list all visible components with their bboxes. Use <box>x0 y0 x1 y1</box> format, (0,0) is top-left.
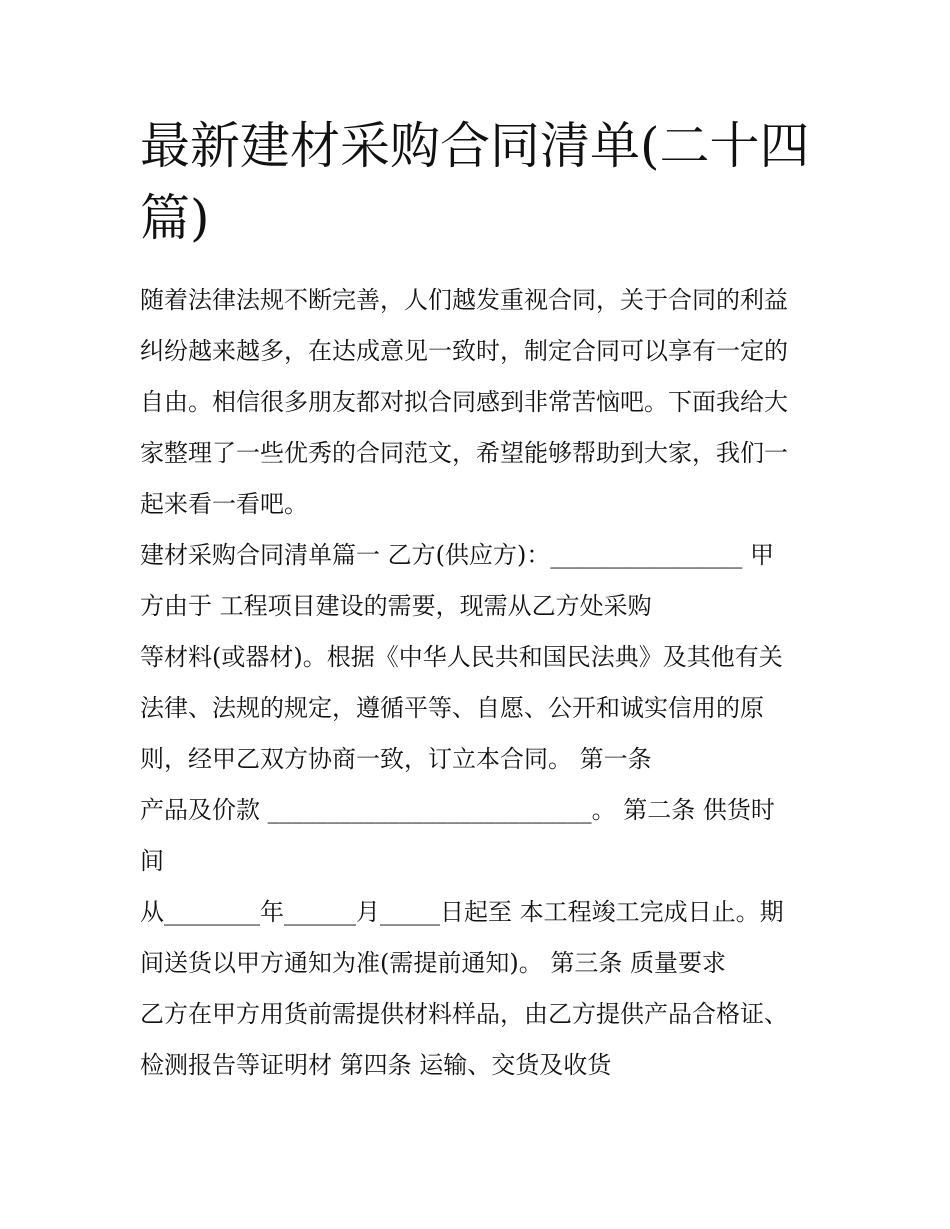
body-line: 方由于 工程项目建设的需要，现需从乙方处采购 <box>140 592 652 620</box>
body-line: 检测报告等证明材 第四条 运输、交货及收货 <box>140 1051 612 1079</box>
body-line: 等材料(或器材)。根据《中华人民共和国民法典》及其他有关 <box>140 643 783 671</box>
title-line-1: 最新建材采购合同清单(二十四 <box>140 117 810 175</box>
body-line: 法律、法规的规定，遵循平等、自愿、公开和诚实信用的原 <box>140 694 764 722</box>
body-line: 建材采购合同清单篇一 乙方(供应方)：________________ 甲 <box>140 541 774 569</box>
body-line: 间 <box>140 847 164 875</box>
body-line: 乙方在甲方用货前需提供材料样品，由乙方提供产品合格证、 <box>140 1000 788 1028</box>
body-line: 从________年______月_____日起至 本工程竣工完成日止。期 <box>140 898 784 926</box>
document-title <box>140 110 820 254</box>
body-line: 起来看一看吧。 <box>140 490 308 518</box>
body-line: 家整理了一些优秀的合同范文，希望能够帮助到大家，我们一 <box>140 439 788 467</box>
body-line: 则，经甲乙双方协商一致，订立本合同。 第一条 <box>140 745 652 773</box>
body-line: 随着法律法规不断完善，人们越发重视合同，关于合同的利益 <box>140 286 788 314</box>
body-line: 纠纷越来越多，在达成意见一致时，制定合同可以享有一定的 <box>140 337 788 365</box>
title-line-2: 篇) <box>140 189 210 247</box>
body-line: 自由。相信很多朋友都对拟合同感到非常苦恼吧。下面我给大 <box>140 388 788 416</box>
body-line: 间送货以甲方通知为准(需提前通知)。 第三条 质量要求 <box>140 949 726 977</box>
body-line: 产品及价款 ___________________________。 第二条 供货时 <box>140 796 775 824</box>
